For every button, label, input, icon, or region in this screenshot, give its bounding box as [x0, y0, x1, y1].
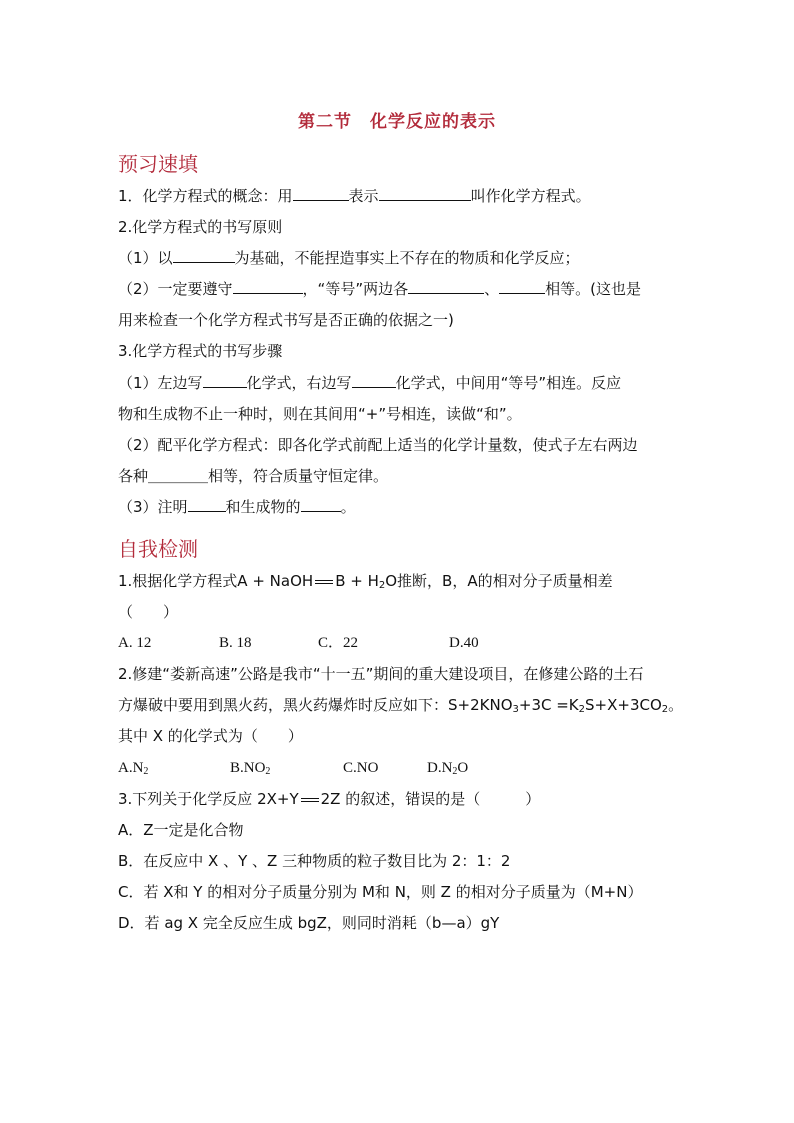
preview-q3-1-text-b: 化学式，右边写	[246, 374, 352, 392]
preview-q2-2-text-d: 相等。(这也是	[545, 280, 641, 298]
option-a[interactable]: A. 12	[118, 635, 152, 651]
preview-q3-3-text-c: 。	[340, 498, 356, 516]
check-q3-option-a[interactable]: A．Z一定是化合物	[118, 821, 244, 839]
section-preview-heading: 预习速填	[118, 152, 198, 176]
check-q2-text-d: S+X+3CO	[585, 696, 662, 714]
subscript: 2	[265, 766, 271, 777]
preview-q1-text-b: 表示	[348, 187, 379, 205]
answer-blank[interactable]	[379, 186, 471, 201]
answer-blank[interactable]	[499, 279, 545, 294]
preview-q2-1	[118, 248, 580, 268]
answer-blank[interactable]	[188, 497, 226, 512]
check-q3	[118, 789, 540, 809]
check-q3-option-d[interactable]: D．若 ag X 完全反应生成 bgZ，则同时消耗（b—a）gY	[118, 914, 500, 932]
option-d-tail: O	[457, 760, 469, 776]
subscript: 2	[661, 704, 669, 715]
answer-blank[interactable]	[233, 279, 303, 294]
answer-blank[interactable]	[173, 248, 235, 263]
preview-q3-3-text-a: （3）注明	[118, 498, 188, 516]
preview-q3-2: （2）配平化学方程式：即各化学式前配上适当的化学计量数，使式子左右两边	[118, 436, 638, 454]
preview-q3: 3.化学方程式的书写步骤	[118, 342, 283, 360]
preview-q3-1-text-a: （1）左边写	[118, 374, 203, 392]
option-d[interactable]	[427, 758, 468, 782]
preview-q1-text-c: 叫作化学方程式。	[470, 187, 591, 205]
option-c[interactable]: C．22	[318, 635, 359, 651]
page-title: 第二节 化学反应的表示	[298, 112, 496, 132]
preview-q2-1-text-b: 为基础，不能捏造事实上不存在的物质和化学反应；	[234, 249, 580, 267]
check-q2-text-b: 方爆破中要用到黑火药，黑火药爆炸时反应如下：S+2KNO	[118, 696, 513, 714]
preview-q2-2-cont: 用来检查一个化学方程式书写是否正确的依据之一)	[118, 311, 454, 329]
option-b[interactable]: B. 18	[219, 635, 252, 651]
check-q3-text-a: 3.下列关于化学反应 2X+Y	[118, 790, 299, 808]
check-q2: 2.修建“娄新高速”公路是我市“十一五”期间的重大建设项目，在修建公路的土石	[118, 665, 644, 683]
preview-q1	[118, 186, 591, 206]
check-q1-text-a: 1.根据化学方程式A + NaOH	[118, 572, 314, 590]
preview-q2-2-text-b: ，“等号”两边各	[302, 280, 409, 298]
preview-q3-2-text-b: 各种	[118, 467, 149, 485]
preview-q2-2-text-c: 、	[484, 280, 500, 298]
preview-q2-2-text-a: （2）一定要遵守	[118, 280, 233, 298]
preview-q3-3-text-b: 和生成物的	[225, 498, 301, 516]
preview-q3-2-text-d: 相等，符合质量守恒定律。	[208, 467, 389, 485]
subscript: 2	[143, 766, 149, 777]
subscript: 2	[452, 766, 458, 777]
preview-q1-text-a: 1．化学方程式的概念：用	[118, 187, 293, 205]
preview-q2-1-text-a: （1）以	[118, 249, 173, 267]
check-q1-paren: （ ）	[118, 603, 179, 621]
subscript: 2	[378, 580, 386, 591]
answer-blank[interactable]	[408, 279, 484, 294]
answer-blank[interactable]	[301, 497, 341, 512]
check-q3-option-b[interactable]: B．在反应中 X 、Y 、Z 三种物质的粒子数目比为 2：1：2	[118, 852, 511, 870]
option-d-text: D.N	[427, 760, 453, 776]
preview-q3-1	[118, 373, 621, 393]
section-selfcheck-heading: 自我检测	[118, 537, 198, 561]
check-q2-text-c: +3C =K	[518, 696, 579, 714]
preview-q2-2	[118, 279, 641, 299]
option-a[interactable]	[118, 758, 148, 782]
check-q3-option-c[interactable]: C．若 X和 Y 的相对分子质量分别为 M和 N，则 Z 的相对分子质量为（M+N）	[118, 883, 643, 901]
option-c[interactable]: C.NO	[343, 760, 379, 776]
answer-blank[interactable]	[203, 373, 247, 388]
answer-blank[interactable]	[352, 373, 396, 388]
subscript: 2	[578, 704, 586, 715]
answer-blank[interactable]: ＿＿＿＿	[148, 467, 209, 485]
preview-q3-3	[118, 497, 356, 517]
subscript: 3	[512, 704, 519, 715]
check-q3-text-b: 2Z 的叙述，错误的是（ ）	[320, 790, 541, 808]
option-b-text: B.NO	[230, 760, 266, 776]
check-q2-text-e: 。	[668, 696, 684, 714]
preview-q3-2-cont	[118, 466, 388, 486]
check-q2-question: 其中 X 的化学式为（ ）	[118, 727, 303, 745]
check-q2-cont	[118, 695, 683, 720]
preview-q3-1-cont: 物和生成物不止一种时，则在其间用“+”号相连，读做“和”。	[118, 405, 522, 423]
preview-q3-1-text-c: 化学式，中间用“等号”相连。反应	[395, 374, 622, 392]
preview-q2: 2.化学方程式的书写原则	[118, 218, 283, 236]
check-q1-text-b: B + H	[335, 572, 379, 590]
option-d[interactable]: D.40	[449, 635, 479, 651]
check-q1	[118, 571, 613, 596]
check-q1-text-c: O推断，B，A的相对分子质量相差	[385, 572, 613, 590]
answer-blank[interactable]	[293, 186, 349, 201]
option-b[interactable]	[230, 758, 270, 782]
option-a-text: A.N	[118, 760, 144, 776]
